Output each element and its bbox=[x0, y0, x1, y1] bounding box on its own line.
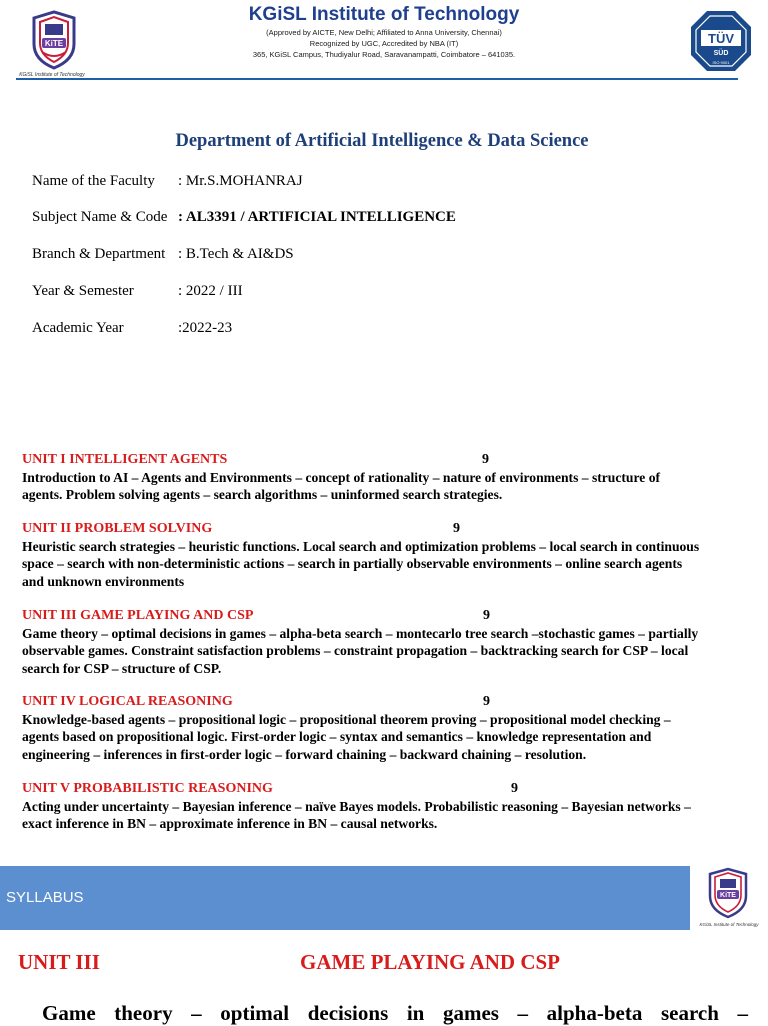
unit-4-line: Knowledge-based agents – propositional logic – propositional theorem proving – propositional model checking – bbox=[22, 712, 671, 727]
branch-row bbox=[32, 246, 294, 263]
unit-2-block bbox=[22, 521, 746, 590]
unit-4-title: UNIT IV LOGICAL REASONING 9 bbox=[22, 694, 490, 709]
faculty-row bbox=[32, 173, 303, 190]
header-rule bbox=[16, 78, 738, 80]
unit-2-hours: 9 bbox=[453, 521, 460, 536]
unit-1-line: agents. Problem solving agents – search algorithms – uninformed search strategies. bbox=[22, 487, 503, 503]
faculty-value: : Mr.S.MOHANRAJ bbox=[178, 173, 303, 189]
unit-3-line: search for CSP – structure of CSP. bbox=[22, 660, 222, 676]
institute-name: KGiSL Institute of Technology bbox=[248, 4, 520, 25]
svg-text:TÜV: TÜV bbox=[708, 31, 734, 46]
svg-text:SÜD: SÜD bbox=[713, 50, 729, 57]
unit-4-hours: 9 bbox=[483, 694, 490, 709]
subject-label: Subject Name & Code bbox=[32, 209, 168, 225]
recognition-line: Recognized by UGC, Accredited by NBA (IT) bbox=[309, 39, 459, 48]
year-row bbox=[32, 283, 243, 300]
unit-3-block bbox=[22, 608, 746, 677]
academic-year-label: Academic Year bbox=[32, 320, 124, 336]
branch-value: : B.Tech & AI&DS bbox=[178, 246, 294, 262]
unit-4-line: engineering – inferences in first-order logic – forward chaining – backward chaining – resolution. bbox=[22, 746, 587, 762]
unit-3-line: observable games. Constraint satisfaction problems – constraint propagation – backtracking search for CSP – local bbox=[22, 643, 689, 659]
unit-2-line: space – search with non-deterministic actions – search in partially observable environments – online search agents bbox=[22, 556, 683, 572]
approval-line: (Approved by AICTE, New Delhi; Affiliated to Anna University, Chennai) bbox=[266, 28, 502, 37]
unit-5-line: exact inference in BN – approximate inference in BN – causal networks. bbox=[22, 816, 438, 832]
syllabus-label: SYLLABUS bbox=[6, 889, 84, 906]
subject-row bbox=[32, 209, 456, 226]
unit-5-block bbox=[22, 781, 746, 833]
unit-1-hours: 9 bbox=[482, 452, 489, 467]
unit-3-line: Game theory – optimal decisions in games – alpha-beta search – montecarlo tree search –stochastic games – partially bbox=[22, 626, 699, 641]
svg-text:ISO 9001: ISO 9001 bbox=[712, 60, 730, 65]
current-unit-title: GAME PLAYING AND CSP bbox=[300, 950, 560, 974]
unit-2-line: and unknown environments bbox=[22, 573, 185, 589]
unit-3-hours: 9 bbox=[483, 608, 490, 623]
current-unit-number: UNIT III bbox=[18, 950, 100, 974]
unit-1-title: UNIT I INTELLIGENT AGENTS 9 bbox=[22, 452, 489, 467]
academic-year-value: :2022-23 bbox=[178, 320, 233, 336]
unit-4-block bbox=[22, 694, 746, 763]
subject-value: : AL3391 / ARTIFICIAL INTELLIGENCE bbox=[178, 209, 456, 225]
faculty-label: Name of the Faculty bbox=[32, 173, 155, 189]
year-value: : 2022 / III bbox=[178, 283, 243, 299]
branch-label: Branch & Department bbox=[32, 246, 166, 262]
svg-text:KGiSL Institute of Technology: KGiSL Institute of Technology bbox=[19, 72, 85, 78]
unit-2-line: Heuristic search strategies – heuristic functions. Local search and optimization problems – local search in continuous bbox=[22, 539, 700, 554]
syllabus-band bbox=[0, 866, 690, 930]
svg-text:KiTE: KiTE bbox=[44, 39, 64, 48]
unit-5-hours: 9 bbox=[511, 781, 518, 796]
year-label: Year & Semester bbox=[32, 283, 134, 299]
unit-1-block bbox=[22, 452, 746, 504]
tuv-sud-logo bbox=[688, 8, 754, 74]
svg-text:KGiSL Institute of Technology: KGiSL Institute of Technology bbox=[699, 922, 759, 927]
unit-content-text: Game theory – optimal decisions in games – alpha-beta search – bbox=[42, 1001, 748, 1025]
address-line: 365, KGiSL Campus, Thudiyalur Road, Saravanampatti, Coimbatore – 641035. bbox=[252, 50, 516, 59]
department-title: Department of Artificial Intelligence & Data Science bbox=[175, 131, 589, 151]
unit-5-line: Acting under uncertainty – Bayesian inference – naïve Bayes models. Probabilistic reasoning – Bayesian networks – bbox=[22, 799, 691, 814]
unit-3-title: UNIT III GAME PLAYING AND CSP 9 bbox=[22, 608, 490, 623]
academic-year-row bbox=[32, 320, 233, 337]
kite-logo-small bbox=[694, 866, 766, 930]
unit-5-title: UNIT V PROBABILISTIC REASONING 9 bbox=[22, 781, 518, 796]
svg-text:KiTE: KiTE bbox=[720, 892, 736, 899]
unit-4-line: agents based on propositional logic. First-order logic – syntax and semantics – knowledge representation and bbox=[22, 729, 652, 745]
unit-2-title: UNIT II PROBLEM SOLVING 9 bbox=[22, 521, 460, 536]
unit-1-line: Introduction to AI – Agents and Environments – concept of rationality – nature of environments – structure of bbox=[22, 470, 661, 485]
